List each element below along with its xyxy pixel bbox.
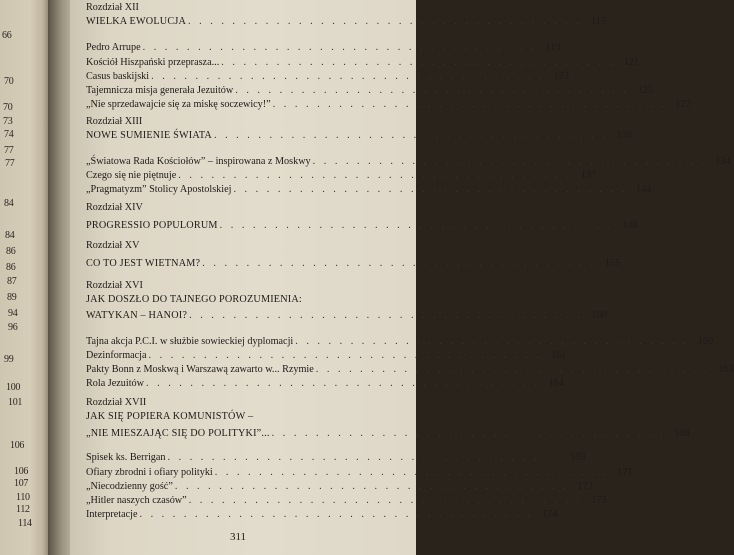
- leader-dots: . . . . . . . . . . . . . . . . . . . . . . . . . . . . . . . . . . . .: [235, 85, 630, 96]
- chapter-title-line: [86, 294, 396, 305]
- previous-page-number: 77: [4, 145, 14, 156]
- leader-dots: . . . . . . . . . . . . . . . . . . . . . . . . . . . . . . . . . . . .: [202, 258, 597, 269]
- previous-page-number: 86: [6, 262, 16, 273]
- previous-page-number: 87: [7, 276, 17, 287]
- previous-page-number: 77: [5, 158, 15, 169]
- toc-entry-text: Czego się nie piętnuje: [86, 170, 177, 181]
- toc-entry-text: Spisek ks. Berrigan: [86, 452, 166, 463]
- leader-dots: . . . . . . . . . . . . . . . . . . . . . . . . . . . . . . . . . . . .: [295, 336, 690, 347]
- toc-entry: [86, 156, 731, 167]
- page-ref: 161: [551, 350, 567, 361]
- leader-dots: . . . . . . . . . . . . . . . . . . . . . . . . . . . . . . . . . . . .: [213, 130, 608, 141]
- leader-dots: . . . . . . . . . . . . . . . . . . . . . . . . . . . . . . . . . . . .: [146, 378, 540, 389]
- previous-page-number: 73: [3, 116, 13, 127]
- previous-page-number: 86: [6, 246, 16, 257]
- toc-entry: [86, 184, 652, 195]
- previous-page-number: 107: [14, 478, 29, 489]
- previous-page-number: 89: [7, 292, 17, 303]
- toc-entry: [86, 378, 564, 389]
- previous-page-number: 74: [4, 129, 14, 140]
- previous-page-number: 70: [3, 102, 13, 113]
- toc-entry: [86, 336, 714, 347]
- page-ref: 148: [622, 220, 638, 231]
- chapter-title-line: [86, 411, 396, 422]
- page-ref: 117: [590, 16, 606, 27]
- chapter-label: Rozdział XVII: [86, 397, 147, 408]
- toc-entry-text: Tajemnicza misja generała Jezuitów: [86, 85, 234, 96]
- toc-entry-text: „Nie sprzedawajcie się za miskę soczewicy!”: [86, 99, 271, 110]
- page-ref: 155: [604, 258, 621, 269]
- toc-entry: [86, 350, 567, 361]
- toc-entry-text: Kościół Hiszpański przeprasza...: [86, 57, 220, 68]
- toc-entry: [86, 170, 597, 181]
- page-ref: 144: [635, 184, 652, 195]
- toc-entry: [86, 42, 561, 53]
- leader-dots: . . . . . . . . . . . . . . . . . . . . . . . . . . . . . . . . . . . .: [272, 99, 667, 110]
- toc-entry-text: Tajna akcja P.C.I. w służbie sowieckiej dyplomacji: [86, 336, 294, 347]
- chapter-title-line-text: CO TO JEST WIETNAM?: [86, 258, 201, 269]
- previous-page-number: 96: [8, 322, 18, 333]
- chapter-title-line-text: NOWE SUMIENIE ŚWIATA: [86, 130, 212, 141]
- page-ref: 168: [674, 428, 690, 439]
- toc-entry: [86, 99, 691, 110]
- toc-entry: [86, 495, 607, 506]
- previous-page-number: 84: [4, 198, 14, 209]
- leader-dots: . . . . . . . . . . . . . . . . . . . . . . . . . . . . . . . . . . . .: [188, 495, 583, 506]
- previous-page-number: 99: [4, 354, 14, 365]
- page-ref: 121: [623, 57, 640, 68]
- chapter-title-line: [86, 428, 690, 439]
- previous-page-number: 110: [16, 492, 30, 503]
- toc-entry-text: „Światowa Rada Kościołów” – inspirowana z Moskwy: [86, 156, 311, 167]
- previous-page-number: 66: [2, 30, 12, 41]
- toc-entry-text: Ofiary zbrodni i ofiary polityki: [86, 467, 213, 478]
- toc-entry-text: Casus baskijski: [86, 71, 150, 82]
- chapter-title-line-text: JAK DOSZŁO DO TAJNEGO POROZUMIENIA:: [86, 294, 302, 305]
- toc-entry-text: Interpretacje: [86, 509, 138, 520]
- toc-entry: [86, 467, 633, 478]
- chapter-title-line: [86, 258, 621, 269]
- page-number: 311: [229, 531, 247, 543]
- chapter-title-line-text: PROGRESSIO POPULORUM: [86, 220, 218, 231]
- toc-entry-text: „Niecodzienny gość”: [86, 481, 173, 492]
- page-ref: 163: [718, 364, 734, 375]
- toc-entry-text: Pedro Arrupe: [86, 42, 141, 53]
- chapter-label: Rozdział XII: [86, 2, 139, 13]
- leader-dots: . . . . . . . . . . . . . . . . . . . . . . . . . . . . . . . . . . . .: [219, 220, 614, 231]
- leader-dots: . . . . . . . . . . . . . . . . . . . . . . . . . . . . . . . . . . . .: [188, 16, 582, 27]
- leader-dots: . . . . . . . . . . . . . . . . . . . . . . . . . . . . . . . . . . . .: [142, 42, 537, 53]
- leader-dots: . . . . . . . . . . . . . . . . . . . . . . . . . . . . . . . . . . . .: [233, 184, 628, 195]
- page-ref: 169: [570, 452, 586, 463]
- chapter-title-line: [86, 130, 632, 141]
- page-ref: 125: [637, 85, 654, 96]
- chapter-title-line-text: JAK SIĘ POPIERA KOMUNISTÓW –: [86, 411, 254, 422]
- leader-dots: . . . . . . . . . . . . . . . . . . . . . . . . . . . . . . . . . . . .: [167, 452, 562, 463]
- previous-page-number: 84: [5, 230, 15, 241]
- previous-page-number: 94: [8, 308, 18, 319]
- page-ref: 173: [591, 495, 607, 506]
- chapter-label: Rozdział XIV: [86, 202, 143, 213]
- page-ref: 173: [577, 481, 593, 492]
- leader-dots: . . . . . . . . . . . . . . . . . . . . . . . . . . . . . . . . . . . .: [221, 57, 616, 68]
- chapter-title-line: [86, 220, 638, 231]
- chapter-title-line: [86, 16, 606, 27]
- previous-page-number: 112: [16, 504, 30, 515]
- toc-entry-text: Dezinformacja: [86, 350, 147, 361]
- leader-dots: . . . . . . . . . . . . . . . . . . . . . . . . . . . . . . . . . . . .: [189, 310, 583, 321]
- chapter-label: Rozdział XV: [86, 240, 140, 251]
- leader-dots: . . . . . . . . . . . . . . . . . . . . . . . . . . . . . . . . . . . .: [271, 428, 666, 439]
- chapter-title-line-text: WIELKA EWOLUCJA: [86, 16, 187, 27]
- toc-entry: [86, 364, 734, 375]
- toc-entry-text: „Hitler naszych czasów”: [86, 495, 187, 506]
- previous-page-number: 114: [18, 518, 32, 529]
- chapter-label: Rozdział XVI: [86, 280, 143, 291]
- toc-entry-text: „Pragmatyzm” Stolicy Apostolskiej: [86, 184, 232, 195]
- page-ref: 171: [617, 467, 633, 478]
- previous-page-number: 70: [4, 76, 14, 87]
- toc-entry-text: Rola Jezuitów: [86, 378, 145, 389]
- previous-page-number: 101: [8, 397, 23, 408]
- leader-dots: . . . . . . . . . . . . . . . . . . . . . . . . . . . . . . . . . . . .: [214, 467, 609, 478]
- toc-entry: [86, 481, 593, 492]
- page-ref: 160: [697, 336, 714, 347]
- toc-entry: [86, 71, 569, 82]
- page-ref: 164: [548, 378, 564, 389]
- toc-entry: [86, 57, 640, 68]
- leader-dots: . . . . . . . . . . . . . . . . . . . . . . . . . . . . . . . . . . . .: [315, 364, 710, 375]
- previous-page-number: 106: [10, 440, 25, 451]
- chapter-title-line-text: „NIE MIESZAJĄC SIĘ DO POLITYKI”...: [86, 428, 270, 439]
- previous-page-number: 100: [6, 382, 21, 393]
- toc-entry: [86, 452, 586, 463]
- toc-entry-text: Pakty Bonn z Moskwą i Warszawą zawarto w... Rzymie: [86, 364, 314, 375]
- toc-entry: [86, 509, 558, 520]
- leader-dots: . . . . . . . . . . . . . . . . . . . . . . . . . . . . . . . . . . . .: [148, 350, 543, 361]
- chapter-title-line: [86, 310, 607, 321]
- chapter-title-line-text: WATYKAN – HANOI?: [86, 310, 188, 321]
- toc-entry: [86, 85, 654, 96]
- leader-dots: . . . . . . . . . . . . . . . . . . . . . . . . . . . . . . . . . . . .: [312, 156, 707, 167]
- page-ref: 174: [542, 509, 558, 520]
- page-ref: 134: [715, 156, 731, 167]
- page-ref: 127: [675, 99, 691, 110]
- page-ref: 160: [591, 310, 607, 321]
- page-ref: 119: [545, 42, 561, 53]
- leader-dots: . . . . . . . . . . . . . . . . . . . . . . . . . . . . . . . . . . . .: [178, 170, 573, 181]
- leader-dots: . . . . . . . . . . . . . . . . . . . . . . . . . . . . . . . . . . . .: [139, 509, 534, 520]
- leader-dots: . . . . . . . . . . . . . . . . . . . . . . . . . . . . . . . . . . . .: [174, 481, 569, 492]
- page-ref: 123: [553, 71, 569, 82]
- page-ref: 130: [616, 130, 632, 141]
- chapter-label: Rozdział XIII: [86, 116, 143, 127]
- page-ref: 137: [580, 170, 597, 181]
- previous-page-number: 106: [14, 466, 29, 477]
- leader-dots: . . . . . . . . . . . . . . . . . . . . . . . . . . . . . . . . . . . .: [151, 71, 545, 82]
